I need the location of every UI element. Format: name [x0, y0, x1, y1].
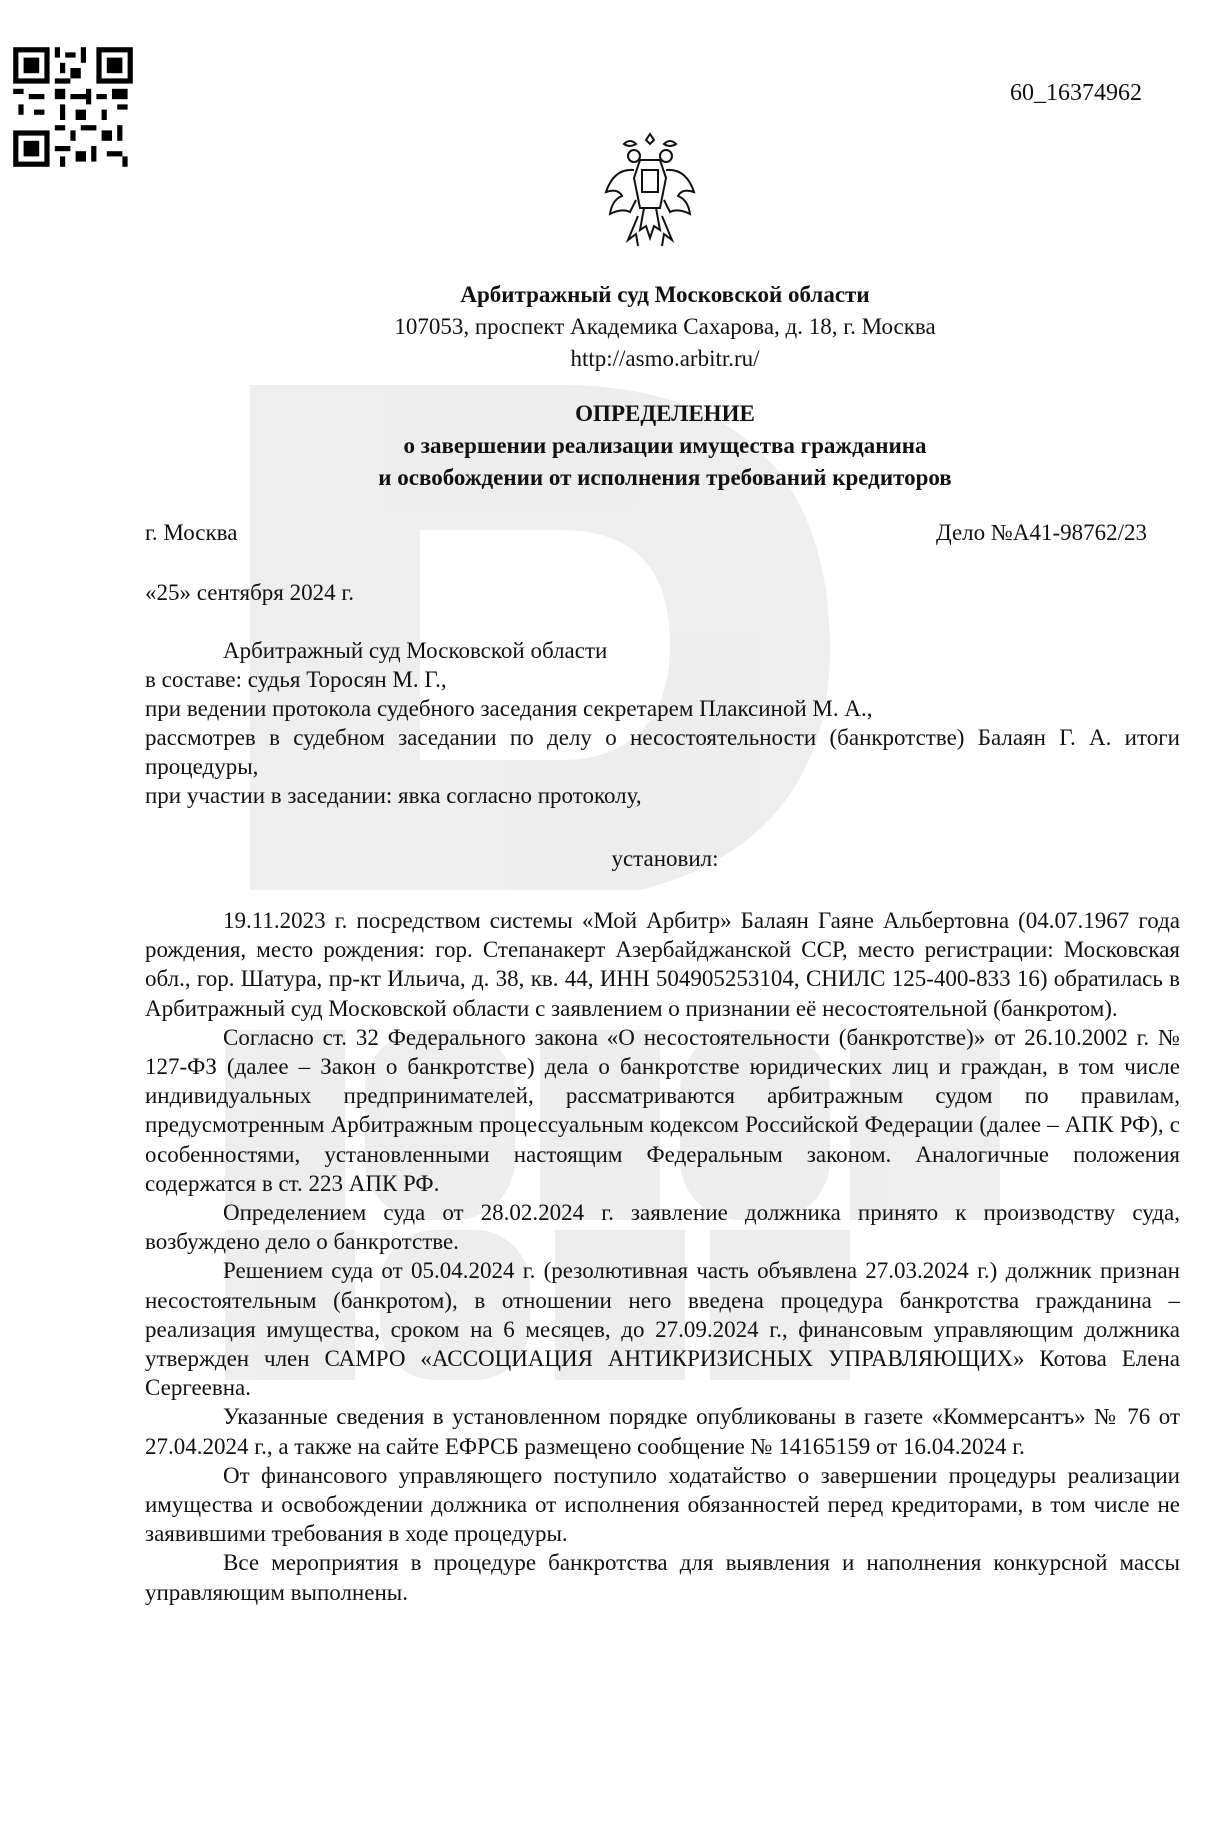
intro-line: рассмотрев в судебном заседании по делу о несостоятельности (банкротстве) Балаян Г. А. итоги процедуры, — [145, 725, 1180, 779]
body-paragraph: Согласно ст. 32 Федерального закона «О несостоятельности (банкротстве)» от 26.10.2002 г. № 127-ФЗ (далее – Закон о банкротстве) дела о банкротстве юридических лиц и граждан, в том числе индивидуальных предпринимателей, рассматриваются арбитражным судом по правилам, предусмотренным Арбитражным процессуальным кодексом Российской Федерации (далее – АПК РФ), с особенностями, установленными настоящим Федеральным законом. Аналогичные положения содержатся в ст. 223 АПК РФ. — [145, 1024, 1180, 1196]
body-paragraph: От финансового управляющего поступило ходатайство о завершении процедуры реализации имущества и освобождении должника от исполнения обязанностей перед кредиторами, в том числе не заявившими требования в ходе процедуры. — [145, 1462, 1180, 1547]
city: г. Москва — [145, 520, 238, 545]
case-number: Дело №А41-98762/23 — [935, 520, 1147, 545]
document-subtitle-line-1: о завершении реализации имущества гражданина — [403, 433, 927, 458]
body-paragraph: 19.11.2023 г. посредством системы «Мой Арбитр» Балаян Гаяне Альбертовна (04.07.1967 года рождения, место рождения: гор. Степанакерт Азербайджанской ССР, место регистрации: Московская обл., гор. Шатура, пр-кт Ильича, д. 38, кв. 44, ИНН 504905253104, СНИЛС 125-400-833 16) обратилась в Арбитражный суд Московской области с заявлением о признании её несостоятельной (банкротом). — [145, 908, 1180, 1021]
intro-line: при ведении протокола судебного заседания секретарем Плаксиной М. А., — [145, 696, 873, 721]
court-website[interactable]: http://asmo.arbitr.ru/ — [570, 346, 760, 371]
court-address: 107053, проспект Академика Сахарова, д. 18, г. Москва — [394, 314, 936, 339]
document-subtitle-line-2: и освобождении от исполнения требований кредиторов — [378, 465, 952, 490]
established-heading: установил: — [611, 846, 719, 871]
body-paragraph: Указанные сведения в установленном порядке опубликованы в газете «Коммерсантъ» № 76 от 27.04.2024 г., а также на сайте ЕФРСБ размещено сообщение № 14165159 от 16.04.2024 г. — [145, 1404, 1180, 1459]
intro-line: в составе: судья Торосян М. Г., — [145, 667, 447, 692]
document-date: «25» сентября 2024 г. — [145, 580, 354, 605]
intro-block — [145, 636, 1180, 810]
document-heading: ОПРЕДЕЛЕНИЕ — [575, 401, 755, 426]
intro-line: Арбитражный суд Московской области — [223, 638, 608, 663]
court-name: Арбитражный суд Московской области — [460, 282, 870, 307]
coat-of-arms-icon — [600, 130, 700, 254]
body-paragraph: Все мероприятия в процедуре банкротства для выявления и наполнения конкурсной массы управляющим выполнены. — [145, 1550, 1180, 1605]
body-text — [145, 906, 1180, 1607]
document-number: 60_16374962 — [1010, 80, 1142, 106]
body-paragraph: Определением суда от 28.02.2024 г. заявление должника принято к производству суда, возбуждено дело о банкротстве. — [145, 1200, 1180, 1255]
body-paragraph: Решением суда от 05.04.2024 г. (резолютивная часть объявлена 27.03.2024 г.) должник признан несостоятельным (банкротом), в отношении него введена процедура банкротства гражданина – реализация имущества, сроком на 6 месяцев, до 27.09.2024 г., финансовым управляющим должника утвержден член САМРО «АССОЦИАЦИЯ АНТИКРИЗИСНЫХ УПРАВЛЯЮЩИХ» Котова Елена Сергеевна. — [145, 1258, 1180, 1401]
intro-line: при участии в заседании: явка согласно протоколу, — [145, 783, 642, 808]
qr-code — [8, 42, 138, 172]
